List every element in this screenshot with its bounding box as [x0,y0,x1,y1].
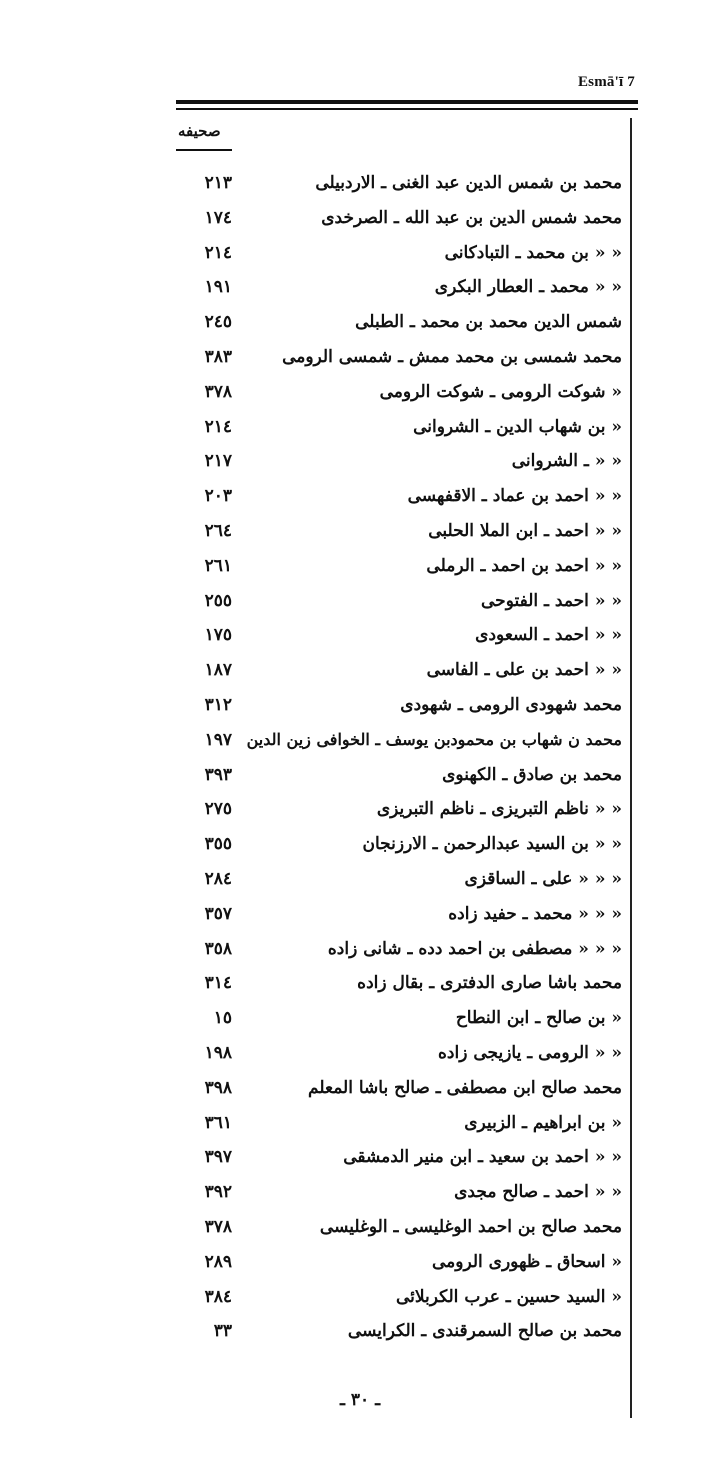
entry-name: « شوكت الرومى ـ شوكت الرومى [379,381,622,402]
index-row [180,620,622,654]
entry-page-number: ١٧٤ [204,207,232,228]
index-row [180,272,622,306]
entry-name: محمد صالح بن احمد الوغليسى ـ الوغليسى [319,1217,622,1237]
index-row [180,1142,622,1176]
entry-page-number: ٣٨٤ [204,1286,232,1307]
entry-name: محمد بن صالح السمرقندى ـ الكرايسى [347,1321,622,1342]
entry-page-number: ٢٤٥ [204,312,232,333]
page-column-header: صحيفه [178,122,221,140]
entry-name: « « « على ـ الساقزى [464,869,622,889]
entry-page-number: ٢١٧ [204,451,232,472]
entry-page-number: ٢٧٥ [204,799,232,820]
index-row [180,725,622,759]
index-row [180,864,622,898]
entry-name: « « احمد ـ صالح مجدى [454,1182,622,1203]
index-row [180,307,622,341]
entry-name: « « احمد بن عماد ـ الاقفهسى [407,486,622,507]
entry-name: محمد بن شمس الدين عبد الغنى ـ الاردبيلى [315,173,622,193]
index-row [180,446,622,480]
entry-page-number: ٣٥٧ [204,903,232,924]
entry-page-number: ١٥ [213,1008,232,1029]
header-rule-thin [176,108,638,110]
entry-page-number: ٢٦١ [204,555,232,576]
index-row [180,1073,622,1107]
entry-page-number: ٣٥٥ [204,834,232,855]
header-rule-thick [176,100,638,104]
entry-name: « « الرومى ـ يازيجى زاده [438,1043,622,1063]
entry-page-number: ١٩٨ [204,1043,232,1063]
entry-name: « « بن السيد عبدالرحمن ـ الارزنجان [362,834,622,855]
index-row [180,412,622,446]
index-row [180,1038,622,1072]
entry-page-number: ٢١٤ [204,242,232,263]
index-row [180,934,622,968]
entry-name: « « ـ الشروانى [511,451,622,472]
entry-page-number: ٢١٣ [204,173,232,193]
column-header-underline [176,149,232,151]
entry-page-number: ٣٦١ [204,1112,232,1133]
entry-page-number: ٣١٤ [204,973,232,994]
entry-name: « بن صالح ـ ابن النطاح [455,1008,622,1029]
index-row [180,794,622,828]
entry-page-number: ٢٨٤ [204,869,232,889]
entry-name: محمد ن شهاب بن محمودبن يوسف ـ الخوافى زين الدين [246,729,622,749]
entry-name: « « بن محمد ـ التبادكانى [444,242,622,263]
entry-name: محمد باشا صارى الدفترى ـ بقال زاده [357,973,622,994]
index-row [180,1003,622,1037]
entry-name: « السيد حسين ـ عرب الكربلائى [395,1286,622,1307]
index-row [180,1247,622,1281]
running-header: Esmā'ī 7 [577,74,635,90]
entry-page-number: ٢٨٩ [204,1251,232,1272]
entry-page-number: ٣٩٢ [204,1182,232,1203]
index-row [180,655,622,689]
index-row [180,342,622,376]
index-row [180,238,622,272]
index-row [180,690,622,724]
entry-name: « « احمد بن سعيد ـ ابن منير الدمشقى [343,1147,622,1168]
entry-page-number: ٢٥٥ [204,590,232,611]
entry-name: « « احمد بن احمد ـ الرملى [426,555,622,576]
entry-page-number: ٢٠٣ [204,486,232,507]
entry-page-number: ٢٦٤ [204,521,232,541]
entry-page-number: ٣١٢ [204,695,232,715]
entry-page-number: ٣٨٣ [204,347,232,367]
entry-page-number: ١٧٥ [204,625,232,646]
entry-name: « « احمد ـ الفتوحى [481,590,622,611]
index-row [180,168,622,202]
entry-page-number: ٢١٤ [204,416,232,437]
entry-page-number: ١٨٧ [204,660,232,681]
index-row [180,1316,622,1350]
entry-name: « « « محمد ـ حفيد زاده [448,903,622,924]
index-row [180,481,622,515]
index-row [180,551,622,585]
entry-page-number: ٣٩٧ [204,1147,232,1168]
column-divider [630,118,632,1418]
entry-name: « « ناظم التبريزى ـ ناظم التبريزى [376,799,622,820]
index-row [180,1212,622,1246]
entry-name: محمد شمسى بن محمد ممش ـ شمسى الرومى [282,347,622,367]
entry-page-number: ١٩١ [204,277,232,298]
entry-name: محمد شهودى الرومى ـ شهودى [400,695,622,715]
entry-page-number: ٣٧٨ [204,381,232,402]
entry-name: محمد شمس الدين بن عبد الله ـ الصرخدى [321,207,622,228]
index-row [180,1108,622,1142]
entry-page-number: ٣٩٨ [204,1077,232,1098]
entry-name: « بن شهاب الدين ـ الشروانى [413,416,622,437]
index-row [180,760,622,794]
entry-name: « بن ابراهيم ـ الزبيرى [464,1112,622,1133]
entry-page-number: ٣٣ [213,1321,232,1342]
index-row [180,377,622,411]
entry-page-number: ٣٧٨ [204,1217,232,1237]
index-row [180,1177,622,1211]
index-row [180,586,622,620]
entry-name: « « محمد ـ العطار البكرى [434,277,622,298]
index-row [180,899,622,933]
index-row [180,203,622,237]
entry-page-number: ٣٥٨ [204,938,232,959]
entry-name: « « « مصطفى بن احمد دده ـ شانى زاده [327,938,622,959]
entry-name: « « احمد بن على ـ الفاسى [426,660,622,681]
entry-name: « « احمد ـ ابن الملا الحلبى [428,521,622,541]
page-number: ـ ٣٠ ـ [340,1390,381,1410]
entry-name: محمد صالح ابن مصطفى ـ صالح باشا المعلم [308,1077,622,1098]
entry-page-number: ٣٩٣ [204,764,232,785]
entry-page-number: ١٩٧ [204,729,232,750]
index-row [180,516,622,550]
index-row [180,968,622,1002]
entry-name: « « احمد ـ السعودى [475,625,622,646]
entry-name: محمد بن صادق ـ الكهنوى [442,764,622,785]
index-row [180,1282,622,1316]
entry-name: شمس الدين محمد بن محمد ـ الطبلى [355,312,622,333]
entry-name: « اسحاق ـ ظهورى الرومى [431,1251,622,1272]
index-row [180,829,622,863]
